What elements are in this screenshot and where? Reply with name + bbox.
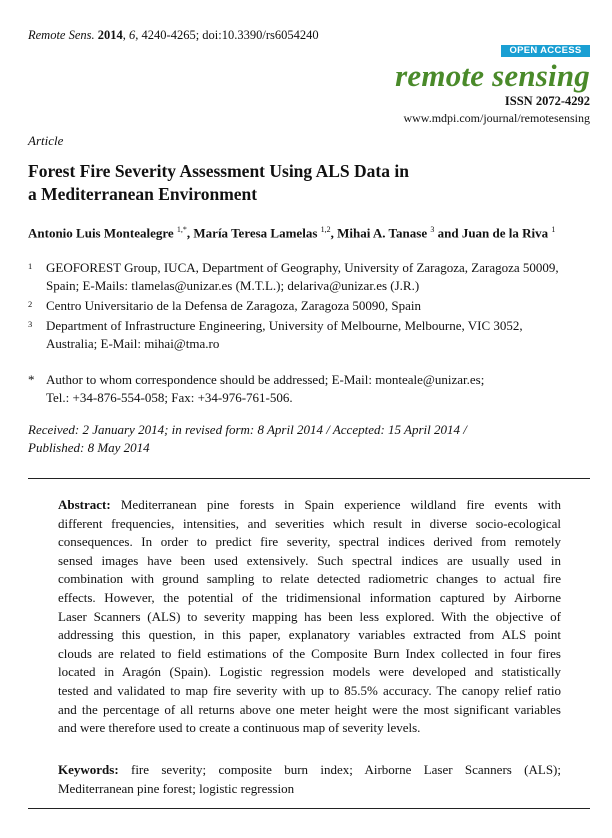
abstract-line: sensed images have been used extensively. Such spectral indices are usually used in xyxy=(58,552,561,568)
correspondence-line: Tel.: +34-876-554-058; Fax: +34-976-761-506. xyxy=(46,390,293,405)
author-separator: and xyxy=(434,225,462,241)
abstract-line: and the percentage of all returns above one meter height were the most significant variables xyxy=(58,701,561,717)
abstract xyxy=(58,496,561,738)
author-name: Juan de la Riva xyxy=(461,225,549,241)
dates-line: Received: 2 January 2014; in revised form: 8 April 2014 / Accepted: 15 April 2014 / xyxy=(28,422,467,437)
keywords-line: Mediterranean pine forest; logistic regression xyxy=(58,780,295,796)
affiliation-line: GEOFOREST Group, IUCA, Department of Geography, University of Zaragoza, Zaragoza 50009, xyxy=(46,260,559,275)
open-access-badge: OPEN ACCESS xyxy=(501,45,590,57)
citation-doi: , 4240-4265; doi:10.3390/rs6054240 xyxy=(135,28,319,42)
affiliation-number: 1 xyxy=(28,261,33,271)
correspondence-marker: * xyxy=(28,372,35,387)
author-affiliation-mark: 1,* xyxy=(176,225,187,234)
abstract-line: tested and validated to map fire severity with up to 85.5% accuracy. The canopy relief ratio xyxy=(58,682,561,698)
citation-journal: Remote Sens. xyxy=(28,28,95,42)
affiliation-line: Australia; E-Mail: mihai@tma.ro xyxy=(46,336,220,351)
paper-title xyxy=(28,160,548,206)
author-list xyxy=(28,225,555,241)
abstract-line: combination with ground sampling to relate detected radiometric changes to actual fire xyxy=(58,571,561,587)
divider-bottom xyxy=(28,808,590,809)
issn: ISSN 2072-4292 xyxy=(504,94,590,108)
affiliation-line: Centro Universitario de la Defensa de Zaragoza, Zaragoza 50090, Spain xyxy=(46,298,422,313)
author-affiliation-mark: 1,2 xyxy=(320,225,331,234)
abstract-line: addressing this question, in this paper, explanatory variables extracted from ALS point xyxy=(58,627,561,643)
dates-line: Published: 8 May 2014 xyxy=(28,440,150,455)
title-line: a Mediterranean Environment xyxy=(28,184,258,204)
divider-top xyxy=(28,478,590,479)
abstract-line: effects. However, the potential of the tridimensional information captured by Airborne xyxy=(58,589,561,605)
author-affiliation-mark: 3 xyxy=(430,225,435,234)
author-name: María Teresa Lamelas xyxy=(193,225,318,241)
journal-logo: remote sensing xyxy=(395,58,590,93)
correspondence-line: Author to whom correspondence should be addressed; E-Mail: monteale@unizar.es; xyxy=(46,372,485,387)
abstract-line: Abstract: Mediterranean pine forests in Spain experience wildland fire events with xyxy=(58,497,561,512)
author-name: Antonio Luis Montealegre xyxy=(28,225,174,241)
abstract-label: Abstract: xyxy=(58,497,111,512)
abstract-line: Laser Scanners (ALS) to severity mapping has been less explored. With the objective of xyxy=(58,608,561,624)
abstract-line: clouds are related to field estimations of the Composite Burn Index collected in four fires xyxy=(58,645,561,661)
author-separator: , xyxy=(330,225,338,241)
affiliation-line: Spain; E-Mails: tlamelas@unizar.es (M.T.L.); delariva@unizar.es (J.R.) xyxy=(46,278,420,293)
citation-year: 2014 xyxy=(97,28,123,42)
affiliation-line: Department of Infrastructure Engineering, University of Melbourne, Melbourne, VIC 3052, xyxy=(46,318,523,333)
title-line: Forest Fire Severity Assessment Using ALS Data in xyxy=(28,161,409,181)
author-name: Mihai A. Tanase xyxy=(337,225,428,241)
journal-url[interactable]: www.mdpi.com/journal/remotesensing xyxy=(403,111,590,125)
abstract-line: located in Aragón (Spain). Logistic regression models were developed and statistically xyxy=(58,664,561,680)
citation-line: Remote Sens. 2014, 6, 4240-4265; doi:10.3390/rs6054240 xyxy=(28,28,319,42)
abstract-line: consequences. In order to predict fire severity, spectral indices derived from remotely xyxy=(58,534,561,550)
affiliation-number: 2 xyxy=(28,299,33,309)
affiliation-number: 3 xyxy=(28,319,33,329)
author-separator: , xyxy=(186,225,194,241)
author-affiliation-mark: 1 xyxy=(551,225,556,234)
keywords-line: Keywords: fire severity; composite burn index; Airborne Laser Scanners (ALS); xyxy=(58,762,561,777)
keywords xyxy=(58,761,561,798)
citation-volume: 6 xyxy=(129,28,136,42)
abstract-line: different frequencies, intensities, and severities which result in diverse socio-ecological xyxy=(58,515,561,531)
abstract-line: and were therefore used to create a continuous map of severity levels. xyxy=(58,720,421,736)
publication-dates xyxy=(28,421,467,457)
keywords-label: Keywords: xyxy=(58,762,119,777)
article-type: Article xyxy=(28,133,64,148)
